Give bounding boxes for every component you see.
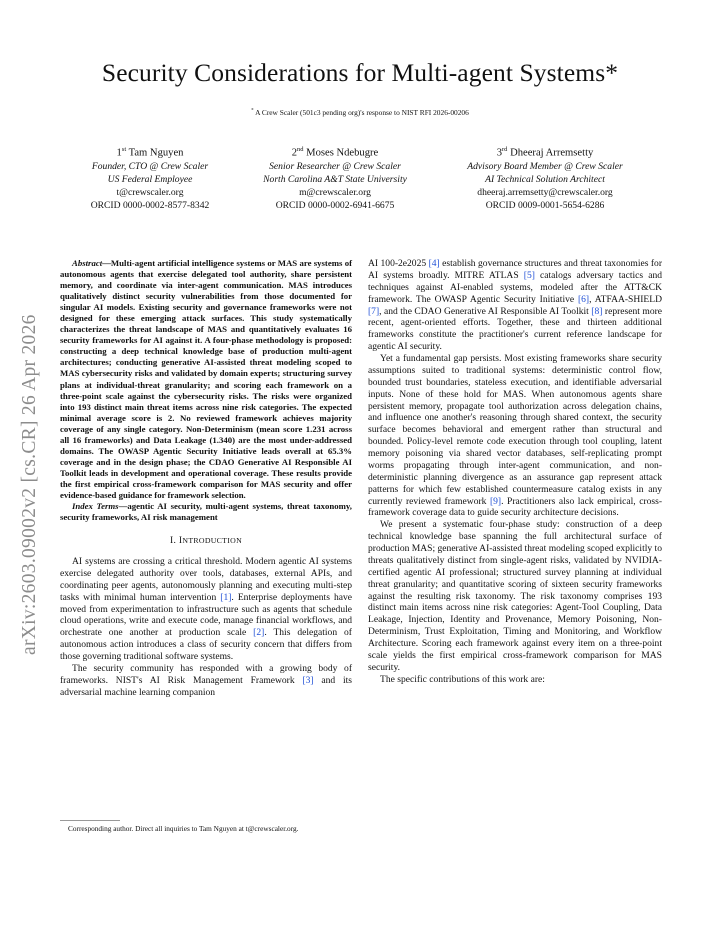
title-note: A Crew Scaler (501c3 pending org)'s response to NIST RFI 2026-00206: [255, 108, 469, 117]
author-email[interactable]: m@crewscaler.org: [299, 186, 371, 198]
citation-link[interactable]: [6]: [577, 293, 590, 305]
text: , and the CDAO Generative AI Responsible AI Toolkit: [379, 305, 592, 317]
citation-link[interactable]: [2]: [253, 627, 265, 639]
citation-link[interactable]: [5]: [523, 269, 535, 281]
text: The security community has responded with a growing body of frameworks. NIST's AI Risk Management Framework: [60, 662, 352, 686]
section-heading-introduction: [60, 535, 352, 547]
section-title-rest: NTRODUCTION: [182, 536, 242, 546]
abstract-text: —Multi-agent artificial intelligence systems or MAS are systems of autonomous agents that exercise delegated tool authority, share persistent memory, and coordinate via inter-agent communication. MAS introduces qualitatively distinct security vulnerabilities from those documented for singular AI models. Existing security and governance frameworks were not designed for these emerging attack surfaces. This study systematically characterizes the threat landscape of MAS and quantitatively evaluates 16 security frameworks for AI against it. A four-phase methodology is proposed: constructing a deep technical knowledge base of production multi-agent architectures; conducting generative AI-assisted threat modeling scoped to MAS cybersecurity risks and validated by domain experts; structuring survey plans at individual-threat granularity; and scoring each framework on a three-point scale against the cybersecurity risks. The risks were organized into 193 distinct main threat items across nine risk categories. The expected minimal average score is 2. No reviewed framework achieves majority coverage of any single category. Non-Determinism (mean score 1.231 across all 16 frameworks) and Data Leakage (1.340) are the most under-addressed domains. The OWASP Agentic Security Initiative leads overall at 65.3% coverage and in the design phase; the CDAO Generative AI Responsible AI Toolkit leads in development and operational coverage. These results provide the first empirical cross-framework comparison for MAS security and offer evidence-based guidance for framework selection.: [60, 258, 352, 500]
text: AI systems are crossing a critical threshold. Modern agentic AI systems exercise delegated authority over tools, databases, external APIs, and coordinating peer agents, autonomously planning and executing multi-step tasks with minimal human intervention: [60, 556, 352, 603]
intro-paragraph-4: We present a systematic four-phase study: construction of a deep technical knowledge base spanning the full architectural surface of production MAS; generative AI-assisted threat modeling scoped explicitly to threats qualitatively distinct from single-agent risks, validated by NVIDIA-certified agentic AI professional; structured survey planning at individual threat granularity; and quantitative scoring of sixteen security frameworks against the resulting risk taxonomy. The risk taxonomy comprises 193 distinct main items across nine risk categories: Agent-Tool Coupling, Data Leakage, Injection, Identity and Provenance, Memory Poisoning, Non-Determinism, Trust Exploitation, Timing and Monitoring, and Workflow Architecture. Scoring each framework against every item on a three-point scale yields the first empirical cross-framework comparison for MAS security.: [368, 519, 662, 673]
author-name: Tam Nguyen: [128, 147, 184, 159]
citation-link[interactable]: [4]: [428, 258, 440, 269]
intro-paragraph-5: The specific contributions of this work are:: [380, 673, 545, 685]
author-affiliation: North Carolina A&T State University: [263, 173, 407, 185]
section-title-first: I: [178, 535, 183, 547]
index-terms: [60, 501, 352, 523]
author-2: [232, 143, 438, 212]
intro-paragraph-3: [368, 353, 662, 519]
citation-link[interactable]: [1]: [220, 591, 232, 603]
text: AI 100-2e2025: [368, 258, 429, 269]
author-ordinal: 3: [496, 147, 502, 159]
abstract-label: Abstract: [72, 258, 103, 268]
title-footnote: [0, 108, 720, 117]
citation-link[interactable]: [9]: [489, 495, 502, 507]
author-affiliation: AI Technical Solution Architect: [485, 173, 605, 185]
author-3: [438, 143, 652, 212]
arxiv-identifier[interactable]: arXiv:2603.09002v2 [cs.CR] 26 Apr 2026: [19, 314, 40, 655]
author-email[interactable]: dheeraj.arremsetty@crewscaler.org: [477, 186, 613, 198]
section-numeral: I.: [169, 535, 177, 547]
index-terms-label: Index Terms: [72, 501, 119, 512]
author-role: Senior Researcher @ Crew Scaler: [269, 160, 401, 172]
text: and its adversarial machine learning companion: [60, 674, 352, 698]
intro-paragraph-2-cont: [368, 258, 662, 353]
author-orcid: ORCID 0000-0002-6941-6675: [275, 199, 395, 211]
text: . This delegation of autonomous action introduces a class of security concern that differs from those governing traditional software systems.: [60, 627, 352, 662]
author-email[interactable]: t@crewscaler.org: [116, 186, 184, 198]
text: represent more recent, agent-oriented efforts. Together, these and thirteen additional frameworks constitute the practitioner's current reference landscape for agentic AI security.: [368, 305, 663, 353]
author-orcid: ORCID 0009-0001-5654-6286: [485, 199, 605, 211]
author-ordinal-suffix: nd: [297, 146, 304, 153]
author-ordinal: 2: [291, 147, 298, 159]
abstract: [60, 258, 352, 501]
intro-paragraph-2: [60, 663, 352, 699]
intro-paragraph-1: [60, 556, 352, 663]
text: , ATFAA-SHIELD: [589, 293, 662, 305]
author-ordinal-suffix: rd: [501, 146, 508, 153]
correspondence-note: Corresponding author. Direct all inquiries to Tam Nguyen at t@crewscaler.org.: [68, 824, 299, 833]
text: catalogs adversary tactics and techniques against AI-enabled systems, modeled after the ATT&CK framework. The OWASP Agentic Security Initiative: [368, 269, 663, 305]
text: establish governance structures and threat taxonomies for AI systems broadly. MITRE ATLAS: [368, 258, 663, 281]
text: Yet a fundamental gap persists. Most existing frameworks share security assumptions suited to traditional systems: deterministic control flow, bounded trust boundaries, stateless execution, and identifiable adversarial inputs. None of these hold for MAS. When autonomous agents share persistent memory, propagate tool authorization across delegation chains, and influence one another's reasoning through shared context, the security surface becomes behavioral and emergent rather than structural and bounded. Policy-level remote code execution through tool coupling, latent memory poisoning via shared vector databases, self-replicating prompt worms propagating through inter-agent communication, and non-deterministic planning divergence as an assurance gap represent attack patterns for which few established countermeasure catalog exists in any currently reviewed framework: [368, 353, 662, 507]
right-column: [368, 258, 662, 686]
footnote-rule: [60, 820, 120, 821]
left-column: [60, 258, 352, 699]
footnote-marker: *: [251, 108, 254, 114]
text: . Practitioners also lack empirical, cross-framework coverage data to guide security architecture decisions.: [368, 495, 662, 519]
citation-link[interactable]: [8]: [591, 305, 603, 317]
text: . Enterprise deployments have moved from experimentation to infrastructure such as agents that schedule cloud operations, write and execute code, manage financial workflows, and orchestrate one another at production scale: [60, 591, 352, 639]
author-role: Advisory Board Member @ Crew Scaler: [467, 160, 623, 172]
index-terms-text: —agentic AI security, multi-agent systems, threat taxonomy, security frameworks, AI risk management: [60, 501, 352, 523]
author-name: Moses Ndebugre: [306, 147, 379, 159]
citation-link[interactable]: [7]: [368, 305, 380, 317]
author-ordinal: 1: [116, 147, 122, 159]
author-name: Dheeraj Arremsetty: [510, 147, 594, 159]
citation-link[interactable]: [3]: [302, 674, 314, 686]
author-orcid: ORCID 0000-0002-8577-8342: [90, 199, 210, 211]
author-affiliation: US Federal Employee: [107, 173, 193, 185]
paper-title: Security Considerations for Multi-agent Systems*: [101, 58, 619, 87]
author-role: Founder, CTO @ Crew Scaler: [91, 160, 209, 172]
author-ordinal-suffix: st: [121, 146, 127, 153]
author-1: [62, 143, 238, 212]
